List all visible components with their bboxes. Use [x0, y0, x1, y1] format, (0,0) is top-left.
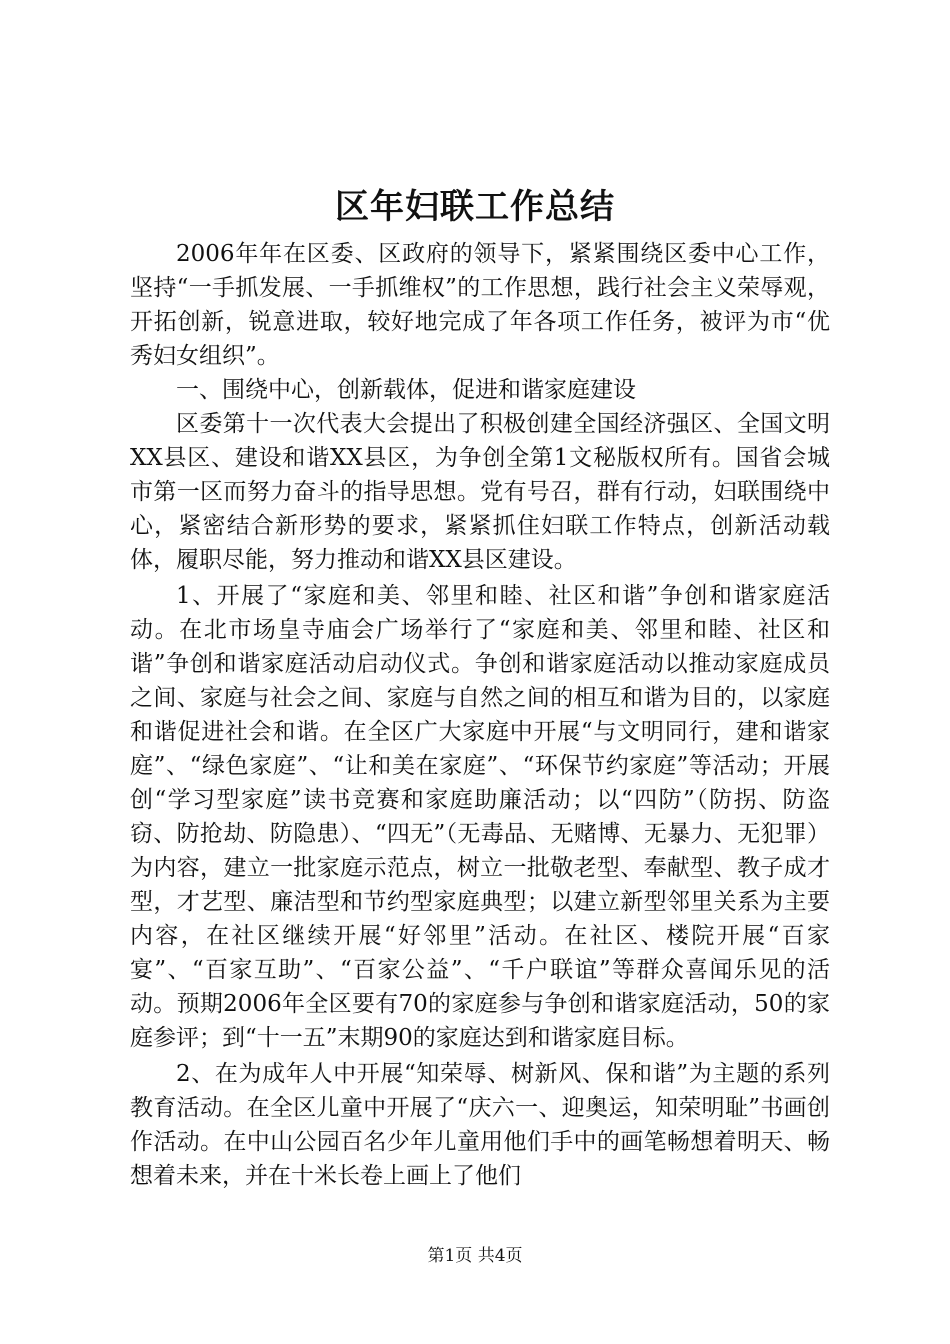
document-body [130, 237, 830, 1193]
body-paragraph: 1、开展了“家庭和美、邻里和睦、社区和谐”争创和谐家庭活动。在北市场皇寺庙会广场举行了“家庭和美、邻里和睦、社区和谐”争创和谐家庭活动启动仪式。争创和谐家庭活动以推动家庭成员之间、家庭与社会之间、家庭与自然之间的相互和谐为目的，以家庭和谐促进社会和谐。在全区广大家庭中开展“与文明同行，建和谐家庭”、“绿色家庭”、“让和美在家庭”、“环保节约家庭”等活动；开展创“学习型家庭”读书竞赛和家庭助廉活动；以“四防”（防拐、防盗窃、防抢劫、防隐患）、“四无”（无毒品、无赌博、无暴力、无犯罪）为内容，建立一批家庭示范点，树立一批敬老型、奉献型、教子成才型，才艺型、廉洁型和节约型家庭典型；以建立新型邻里关系为主要内容，在社区继续开展“好邻里”活动。在社区、楼院开展“百家宴”、“百家互助”、“百家公益”、“千户联谊”等群众喜闻乐见的活动。预期2006年全区要有70的家庭参与争创和谐家庭活动，50的家庭参评；到“十一五”末期90的家庭达到和谐家庭目标。 [130, 583, 830, 1051]
document-title: 区年妇联工作总结 [335, 187, 615, 227]
section-heading: 一、围绕中心，创新载体，促进和谐家庭建设 [176, 377, 636, 403]
body-paragraph: 区委第十一次代表大会提出了积极创建全国经济强区、全国文明XX县区、建设和谐XX县区，为争创全第1文秘版权所有。国省会城市第一区而努力奋斗的指导思想。党有号召，群有行动，妇联围绕中心，紧密结合新形势的要求，紧紧抓住妇联工作特点，创新活动载体，履职尽能，努力推动和谐XX县区建设。 [130, 411, 830, 573]
intro-paragraph: 2006年年在区委、区政府的领导下，紧紧围绕区委中心工作，坚持“一手抓发展、一手抓维权”的工作思想，践行社会主义荣辱观，开拓创新，锐意进取，较好地完成了年各项工作任务，被评为市“优秀妇女组织”。 [130, 241, 830, 369]
body-paragraph: 2、在为成年人中开展“知荣辱、树新风、保和谐”为主题的系列教育活动。在全区儿童中开展了“庆六一、迎奥运，知荣明耻”书画创作活动。在中山公园百名少年儿童用他们手中的画笔畅想着明天、畅想着未来，并在十米长卷上画上了他们 [130, 1061, 830, 1189]
page-footer: 第1页 共4页 [427, 1246, 523, 1266]
